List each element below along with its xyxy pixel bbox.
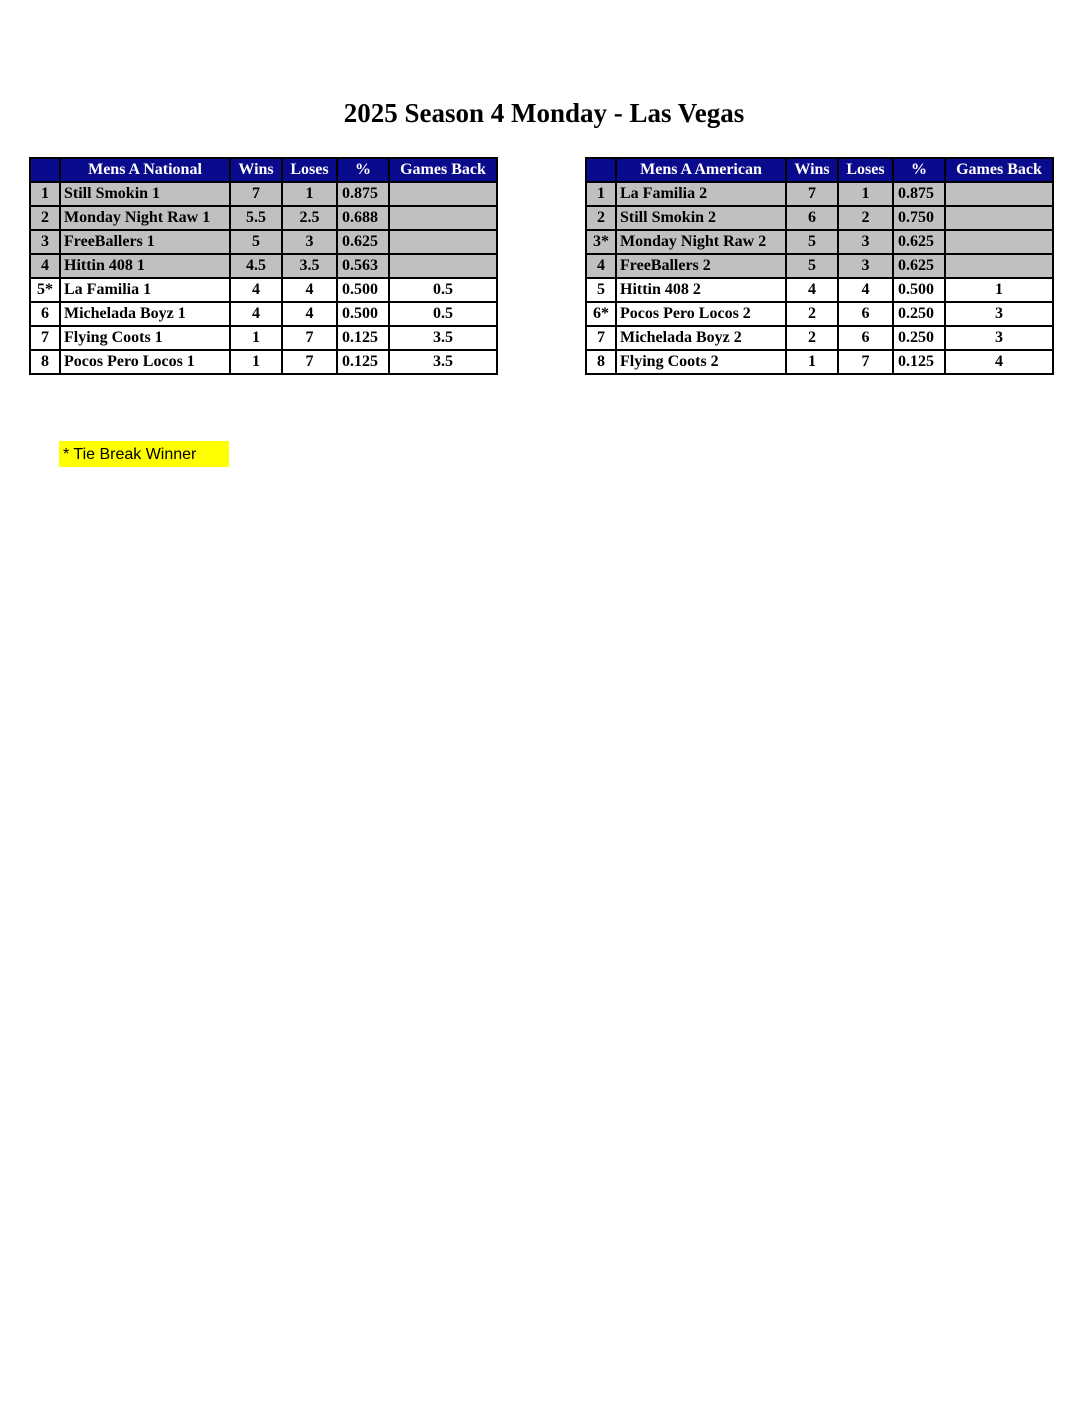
loses-cell: 7 — [838, 350, 893, 374]
rank-cell: 3 — [30, 230, 60, 254]
loses-cell: 6 — [838, 326, 893, 350]
loses-cell: 7 — [282, 326, 337, 350]
loses-cell: 7 — [282, 350, 337, 374]
pct-cell: 0.125 — [337, 326, 389, 350]
tie-break-legend: * Tie Break Winner — [59, 441, 229, 467]
wins-cell: 1 — [786, 350, 838, 374]
wins-cell: 1 — [230, 326, 282, 350]
team-header: Mens A National — [60, 158, 230, 182]
wins-header: Wins — [230, 158, 282, 182]
loses-cell: 4 — [282, 278, 337, 302]
games-back-cell: 1 — [945, 278, 1053, 302]
table-row — [586, 278, 1053, 302]
table-row — [30, 326, 497, 350]
team-cell: FreeBallers 2 — [616, 254, 786, 278]
games-back-cell: 0.5 — [389, 302, 497, 326]
games-back-cell: 3.5 — [389, 326, 497, 350]
team-cell: FreeBallers 1 — [60, 230, 230, 254]
games-back-cell — [389, 206, 497, 230]
loses-cell: 2 — [838, 206, 893, 230]
table-row — [586, 230, 1053, 254]
rank-cell: 7 — [586, 326, 616, 350]
pct-cell: 0.500 — [337, 278, 389, 302]
table-row — [30, 302, 497, 326]
team-cell: Hittin 408 2 — [616, 278, 786, 302]
team-cell: Michelada Boyz 2 — [616, 326, 786, 350]
table-row — [30, 182, 497, 206]
pct-cell: 0.125 — [893, 350, 945, 374]
rank-cell: 5* — [30, 278, 60, 302]
wins-cell: 7 — [230, 182, 282, 206]
rank-cell: 1 — [586, 182, 616, 206]
team-cell: Monday Night Raw 1 — [60, 206, 230, 230]
american-standings-table — [585, 157, 1054, 375]
wins-header: Wins — [786, 158, 838, 182]
games-back-cell — [945, 182, 1053, 206]
loses-cell: 3 — [838, 254, 893, 278]
table-row — [586, 206, 1053, 230]
table-row — [30, 230, 497, 254]
team-cell: Pocos Pero Locos 1 — [60, 350, 230, 374]
loses-cell: 2.5 — [282, 206, 337, 230]
rank-cell: 4 — [30, 254, 60, 278]
games-back-cell: 3 — [945, 302, 1053, 326]
games-back-cell: 4 — [945, 350, 1053, 374]
rank-cell: 3* — [586, 230, 616, 254]
pct-header: % — [337, 158, 389, 182]
wins-cell: 4.5 — [230, 254, 282, 278]
games-back-cell: 0.5 — [389, 278, 497, 302]
wins-cell: 4 — [786, 278, 838, 302]
pct-cell: 0.875 — [337, 182, 389, 206]
games-back-cell: 3.5 — [389, 350, 497, 374]
wins-cell: 4 — [230, 302, 282, 326]
pct-cell: 0.750 — [893, 206, 945, 230]
pct-cell: 0.250 — [893, 302, 945, 326]
pct-cell: 0.500 — [337, 302, 389, 326]
wins-cell: 5.5 — [230, 206, 282, 230]
table-row — [586, 350, 1053, 374]
table-row — [586, 254, 1053, 278]
table-header-row — [586, 158, 1053, 182]
pct-cell: 0.250 — [893, 326, 945, 350]
rank-cell: 1 — [30, 182, 60, 206]
rank-cell: 5 — [586, 278, 616, 302]
loses-cell: 3 — [838, 230, 893, 254]
table-row — [30, 254, 497, 278]
loses-cell: 1 — [838, 182, 893, 206]
rank-cell: 2 — [30, 206, 60, 230]
loses-cell: 6 — [838, 302, 893, 326]
team-cell: Flying Coots 1 — [60, 326, 230, 350]
loses-cell: 3.5 — [282, 254, 337, 278]
team-cell: La Familia 1 — [60, 278, 230, 302]
wins-cell: 4 — [230, 278, 282, 302]
loses-cell: 1 — [282, 182, 337, 206]
pct-header: % — [893, 158, 945, 182]
games-back-cell — [945, 254, 1053, 278]
games-back-cell — [945, 206, 1053, 230]
table-row — [586, 326, 1053, 350]
wins-cell: 5 — [230, 230, 282, 254]
games-back-cell — [945, 230, 1053, 254]
games-back-cell: 3 — [945, 326, 1053, 350]
wins-cell: 5 — [786, 254, 838, 278]
table-row — [586, 302, 1053, 326]
team-cell: La Familia 2 — [616, 182, 786, 206]
rank-cell: 2 — [586, 206, 616, 230]
team-cell: Monday Night Raw 2 — [616, 230, 786, 254]
rank-header — [586, 158, 616, 182]
rank-cell: 6* — [586, 302, 616, 326]
loses-cell: 4 — [838, 278, 893, 302]
table-row — [30, 206, 497, 230]
team-cell: Still Smokin 1 — [60, 182, 230, 206]
pct-cell: 0.125 — [337, 350, 389, 374]
table-row — [30, 350, 497, 374]
wins-cell: 1 — [230, 350, 282, 374]
rank-cell: 6 — [30, 302, 60, 326]
team-cell: Pocos Pero Locos 2 — [616, 302, 786, 326]
wins-cell: 2 — [786, 302, 838, 326]
team-cell: Hittin 408 1 — [60, 254, 230, 278]
rank-cell: 7 — [30, 326, 60, 350]
games-back-cell — [389, 230, 497, 254]
pct-cell: 0.500 — [893, 278, 945, 302]
loses-header: Loses — [282, 158, 337, 182]
rank-header — [30, 158, 60, 182]
games-back-header: Games Back — [389, 158, 497, 182]
national-standings-table — [29, 157, 498, 375]
pct-cell: 0.625 — [893, 230, 945, 254]
team-header: Mens A American — [616, 158, 786, 182]
rank-cell: 4 — [586, 254, 616, 278]
pct-cell: 0.688 — [337, 206, 389, 230]
games-back-header: Games Back — [945, 158, 1053, 182]
pct-cell: 0.563 — [337, 254, 389, 278]
pct-cell: 0.625 — [337, 230, 389, 254]
games-back-cell — [389, 254, 497, 278]
team-cell: Michelada Boyz 1 — [60, 302, 230, 326]
wins-cell: 5 — [786, 230, 838, 254]
pct-cell: 0.875 — [893, 182, 945, 206]
loses-header: Loses — [838, 158, 893, 182]
page-title: 2025 Season 4 Monday - Las Vegas — [343, 98, 745, 128]
loses-cell: 3 — [282, 230, 337, 254]
rank-cell: 8 — [30, 350, 60, 374]
games-back-cell — [389, 182, 497, 206]
wins-cell: 2 — [786, 326, 838, 350]
pct-cell: 0.625 — [893, 254, 945, 278]
loses-cell: 4 — [282, 302, 337, 326]
wins-cell: 6 — [786, 206, 838, 230]
table-row — [30, 278, 497, 302]
rank-cell: 8 — [586, 350, 616, 374]
team-cell: Flying Coots 2 — [616, 350, 786, 374]
team-cell: Still Smokin 2 — [616, 206, 786, 230]
table-header-row — [30, 158, 497, 182]
wins-cell: 7 — [786, 182, 838, 206]
table-row — [586, 182, 1053, 206]
